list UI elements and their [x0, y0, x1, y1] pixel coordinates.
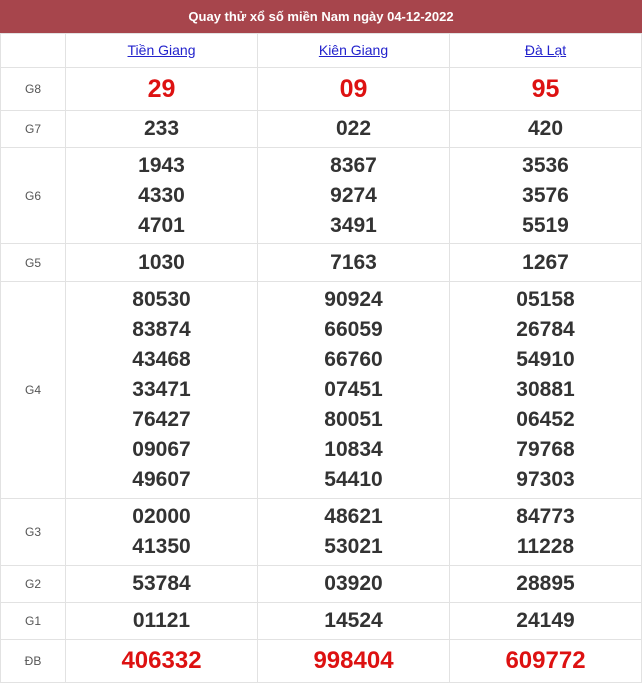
prize-number: 54410 — [324, 468, 383, 491]
prize-number: 998404 — [313, 647, 394, 674]
prize-number: 4701 — [138, 213, 185, 237]
prize-cell — [258, 282, 450, 499]
province-link-da-lat[interactable]: Đà Lạt — [524, 41, 567, 58]
prize-label: G2 — [1, 566, 66, 603]
prize-number: 43468 — [132, 348, 191, 371]
prize-row — [1, 282, 642, 499]
prize-cell — [66, 282, 258, 499]
prize-number: 05158 — [516, 288, 575, 311]
prize-number: 29 — [147, 75, 176, 103]
prize-number: 233 — [143, 117, 180, 140]
prize-number: 9274 — [330, 183, 377, 207]
prize-cell — [450, 640, 642, 683]
prize-row — [1, 148, 642, 244]
prize-number: 84773 — [516, 505, 575, 528]
prize-cell — [450, 68, 642, 111]
prize-cell — [66, 244, 258, 282]
prize-number: 420 — [527, 117, 564, 140]
prize-cell — [66, 499, 258, 566]
prize-number: 24149 — [516, 609, 575, 632]
prize-number: 09 — [339, 75, 368, 103]
prize-cell — [450, 603, 642, 640]
prize-cell — [66, 68, 258, 111]
prize-number: 26784 — [516, 318, 575, 341]
prize-label: ĐB — [1, 640, 66, 683]
prize-number: 53021 — [324, 535, 383, 558]
prize-number: 7163 — [330, 250, 377, 274]
prize-cell — [450, 282, 642, 499]
prize-number: 10834 — [324, 438, 383, 461]
prize-number: 79768 — [516, 438, 575, 461]
prize-number: 33471 — [132, 378, 191, 401]
prize-number: 01121 — [132, 609, 191, 632]
prize-number: 14524 — [324, 609, 383, 632]
prize-number: 48621 — [324, 505, 383, 528]
prize-label: G8 — [1, 68, 66, 111]
prize-label: G3 — [1, 499, 66, 566]
prize-cell — [258, 148, 450, 244]
prize-number: 90924 — [324, 288, 383, 311]
prize-number: 8367 — [330, 153, 377, 177]
prize-number: 83874 — [132, 318, 191, 341]
prize-label: G1 — [1, 603, 66, 640]
prize-row — [1, 244, 642, 282]
prize-label: G5 — [1, 244, 66, 282]
header-empty-cell — [1, 34, 66, 68]
prize-cell — [450, 111, 642, 148]
page-title: Quay thử xổ số miền Nam ngày 04-12-2022 — [0, 0, 642, 33]
prize-number: 41350 — [132, 535, 191, 558]
province-header-cell — [66, 34, 258, 68]
prize-number: 3536 — [522, 153, 569, 177]
prize-row — [1, 499, 642, 566]
prize-row — [1, 68, 642, 111]
prize-number: 30881 — [516, 378, 575, 401]
prize-cell — [66, 148, 258, 244]
prize-number: 3576 — [522, 183, 569, 207]
prize-number: 022 — [335, 117, 372, 140]
prize-cell — [258, 640, 450, 683]
prize-number: 66059 — [324, 318, 383, 341]
prize-cell — [66, 640, 258, 683]
prize-number: 5519 — [522, 213, 569, 237]
prize-number: 4330 — [138, 183, 185, 207]
prize-cell — [66, 603, 258, 640]
prize-number: 406332 — [121, 647, 202, 674]
prize-number: 09067 — [132, 438, 191, 461]
prize-row — [1, 603, 642, 640]
results-table — [0, 33, 642, 683]
prize-label: G6 — [1, 148, 66, 244]
prize-number: 3491 — [330, 213, 377, 237]
prize-row — [1, 640, 642, 683]
prize-number: 95 — [531, 75, 560, 103]
prize-cell — [450, 244, 642, 282]
prize-cell — [450, 566, 642, 603]
prize-number: 02000 — [132, 505, 191, 528]
prize-number: 1267 — [522, 250, 569, 274]
prize-number: 07451 — [324, 378, 383, 401]
prize-number: 28895 — [516, 572, 575, 595]
prize-label: G7 — [1, 111, 66, 148]
prize-number: 49607 — [132, 468, 191, 491]
prize-cell — [450, 499, 642, 566]
prize-number: 66760 — [324, 348, 383, 371]
prize-number: 80530 — [132, 288, 191, 311]
province-header-cell — [258, 34, 450, 68]
prize-number: 609772 — [505, 647, 586, 674]
prize-number: 97303 — [516, 468, 575, 491]
prize-cell — [450, 148, 642, 244]
prize-cell — [258, 244, 450, 282]
prize-cell — [258, 566, 450, 603]
prize-rows — [1, 68, 642, 683]
prize-cell — [258, 603, 450, 640]
prize-number: 06452 — [516, 408, 575, 431]
prize-number: 1030 — [138, 250, 185, 274]
prize-number: 80051 — [324, 408, 383, 431]
province-link-kien-giang[interactable]: Kiên Giang — [318, 41, 389, 58]
prize-number: 1943 — [138, 153, 185, 177]
province-header-cell — [450, 34, 642, 68]
prize-number: 03920 — [324, 572, 383, 595]
prize-cell — [258, 111, 450, 148]
prize-number: 54910 — [516, 348, 575, 371]
prize-cell — [258, 499, 450, 566]
prize-row — [1, 566, 642, 603]
prize-cell — [258, 68, 450, 111]
prize-row — [1, 111, 642, 148]
prize-cell — [66, 111, 258, 148]
prize-label: G4 — [1, 282, 66, 499]
prize-number: 53784 — [132, 572, 191, 595]
prize-number: 11228 — [516, 535, 575, 558]
header-row — [1, 34, 642, 68]
prize-cell — [66, 566, 258, 603]
province-link-tien-giang[interactable]: Tiền Giang — [127, 41, 196, 58]
prize-number: 76427 — [132, 408, 191, 431]
